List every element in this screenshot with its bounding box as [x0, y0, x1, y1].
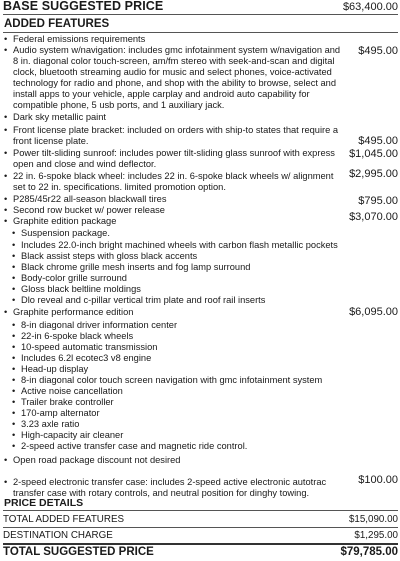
bullet: •	[4, 477, 8, 487]
bullet: •	[4, 455, 8, 465]
sub-feature-text: 8-in diagonal driver information center	[21, 320, 178, 330]
base-price-title: BASE SUGGESTED PRICE	[3, 0, 164, 13]
feature-text: Open road package discount not desired	[13, 455, 181, 465]
sub-feature-text: Body-color grille surround	[21, 273, 127, 283]
feature-price: $1,045.00	[349, 148, 398, 160]
feature-text: 8 in. diagonal color touch-screen, am/fm stereo with seek-and-scan and digital	[13, 56, 335, 66]
price-row-value: $1,295.00	[354, 530, 398, 541]
total-price-value: $79,785.00	[340, 546, 398, 558]
divider	[3, 510, 398, 511]
sub-feature-text: Head-up display	[21, 364, 89, 374]
feature-price: $2,995.00	[349, 168, 398, 180]
sub-feature-text: 3.23 axle ratio	[21, 419, 80, 429]
bullet: •	[4, 205, 8, 215]
total-price-row	[3, 546, 398, 558]
sub-feature-text: Black assist steps with gloss black accents	[21, 251, 198, 261]
bullet: •	[4, 307, 8, 317]
sub-feature-text: 2-speed active transfer case and magnetic ride control.	[21, 441, 248, 451]
feature-text: set to 22 in. specifications. limited promotion option.	[13, 182, 226, 192]
divider	[3, 527, 398, 528]
sub-feature-text: 170-amp alternator	[21, 408, 100, 418]
feature-text: Graphite edition package	[13, 216, 117, 226]
base-price-row	[3, 0, 398, 13]
price-row	[3, 530, 398, 541]
feature-price: $6,095.00	[349, 306, 398, 318]
added-features-title: ADDED FEATURES	[4, 18, 110, 30]
feature-text: Second row bucket w/ power release	[13, 205, 165, 215]
sub-feature-text: 8-in diagonal color touch screen navigation with gmc infotainment system	[21, 375, 323, 385]
price-row-value: $15,090.00	[348, 514, 398, 525]
feature-text: open and close and wind deflector.	[13, 159, 157, 169]
sub-feature-text: 22-in 6-spoke black wheels	[21, 331, 134, 341]
feature-text: clock, bluetooth streaming audio for music and select phones, voice-activated	[13, 67, 332, 77]
divider	[3, 543, 398, 545]
feature-text: technology for radio and phone, and shop with the ability to browse, select and	[13, 78, 337, 88]
feature-text: Graphite performance edition	[13, 307, 134, 317]
bullet: •	[4, 216, 8, 226]
price-row-label: TOTAL ADDED FEATURES	[3, 514, 125, 525]
feature-text: Federal emissions requirements	[13, 34, 146, 44]
feature-price: $3,070.00	[349, 211, 398, 223]
feature-text: Dark sky metallic paint	[13, 112, 106, 122]
price-row-label: DESTINATION CHARGE	[3, 530, 113, 541]
sub-feature-text: Includes 6.2l ecotec3 v8 engine	[21, 353, 152, 363]
price-row	[3, 514, 398, 525]
bullet: •	[4, 45, 8, 55]
bullet: •	[4, 112, 8, 122]
feature-text: install apps to your vehicle, apple carplay and android auto capability for	[13, 89, 310, 99]
window-sticker: BASE SUGGESTED PRICE $63,400.00 ADDED FEATURES • Federal emissions requirements • Audio system w/navigation: includes gmc infotainment system w/navigation and 8 in. diagonal color touch-screen, am/fm stereo with seek-and-scan and digital clock, bluetooth streaming audio for music and select phones, voice-activated technology for radio and phone, and shop with the ability to browse, select and install apps to your vehicle, apple carplay and android auto capability for compatible phone, 5 usb ports, and 1 auxiliary jack. $495.00 • Dark sky metallic paint $495.00 • Front license plate bracket: included on orders with ship-to states that require a front license plate. • Power tilt-sliding sunroof: includes power tilt-sliding glass sunroof with express open and close and wind deflector. $1,045.00 • 22 in. 6-spoke black wheel: includes 22 in. 6-spoke black wheels w/ alignment set to 22 in. specifications. limited promotion option. $2,995.00 • P285/45r22 all-season blackwall tires • Second row bucket w/ power release $795.00 • Graphite edition package $3,070.00 • Suspension package. • Includes 22.0-inch bright machined wheels with carbon flash metallic pockets • Black assist steps with gloss black accents • Black chrome grille mesh inserts and fog lamp surround • Body-color grille surround • Gloss black beltline moldings • Dlo reveal and c-pillar vertical trim plate and roof rail inserts • Graphite performance edition $6,095.00 • 8-in diagonal driver information center • 22-in 6-spoke black wheels • 10-speed automatic transmission • Includes 6.2l ecotec3 v8 engine • Head-up display • 8-in diagonal color touch screen navigation with gmc infotainment system • Active noise cancellation • Trailer brake controller • 170-amp alternator • 3.23 axle ratio • High-capacity air cleaner • 2-speed active transfer case and magnetic ride control. • Open road package discount not desired • 2-speed electronic transfer case: includes 2-speed active electronic autotrac transfer case with rotary controls, and neutral position for dinghy towing. $100.00 PRICE DETAILS TOTAL ADDED FEATURES $15,090.00 DESTINATION CHARGE $1,295.00 TOTAL SUGGESTED PRICE $79,785.00	[3, 0, 398, 558]
feature-price: $495.00	[358, 135, 398, 147]
price-details-title: PRICE DETAILS	[4, 497, 84, 509]
feature-text: compatible phone, 5 usb ports, and 1 auxiliary jack.	[13, 100, 225, 110]
divider	[3, 14, 398, 15]
feature-price: $100.00	[358, 474, 398, 486]
sub-feature-text: Includes 22.0-inch bright machined wheels with carbon flash metallic pockets	[21, 240, 338, 250]
total-price-label: TOTAL SUGGESTED PRICE	[3, 546, 154, 558]
feature-price: $795.00	[358, 195, 398, 207]
bullet: •	[4, 171, 8, 181]
feature-text: Front license plate bracket: included on orders with ship-to states that require a	[13, 125, 339, 135]
bullet: •	[4, 125, 8, 135]
sub-feature-text: Dlo reveal and c-pillar vertical trim plate and roof rail inserts	[21, 295, 266, 305]
sub-feature-text: High-capacity air cleaner	[21, 430, 124, 440]
bullet: •	[4, 148, 8, 158]
feature-text: Power tilt-sliding sunroof: includes power tilt-sliding glass sunroof with express	[13, 148, 335, 158]
sub-feature-text: Active noise cancellation	[21, 386, 123, 396]
feature-text: 2-speed electronic transfer case: includes 2-speed active electronic autotrac	[13, 477, 327, 487]
feature-text: P285/45r22 all-season blackwall tires	[13, 194, 167, 204]
bullet: •	[4, 34, 8, 44]
sub-feature-text: Trailer brake controller	[21, 397, 114, 407]
bullet: •	[4, 194, 8, 204]
sub-feature-text: 10-speed automatic transmission	[21, 342, 158, 352]
feature-text: 22 in. 6-spoke black wheel: includes 22 in. 6-spoke black wheels w/ alignment	[13, 171, 334, 181]
base-price-value: $63,400.00	[342, 1, 398, 13]
feature-text: Audio system w/navigation: includes gmc infotainment system w/navigation and	[13, 45, 341, 55]
sub-feature-text: Suspension package.	[21, 228, 110, 238]
sub-feature-text: Gloss black beltline moldings	[21, 284, 141, 294]
divider	[3, 32, 398, 33]
feature-text: front license plate.	[13, 136, 89, 146]
feature-price: $495.00	[358, 45, 398, 57]
feature-text: transfer case with rotary controls, and neutral position for dinghy towing.	[13, 488, 310, 498]
sub-feature-text: Black chrome grille mesh inserts and fog lamp surround	[21, 262, 251, 272]
